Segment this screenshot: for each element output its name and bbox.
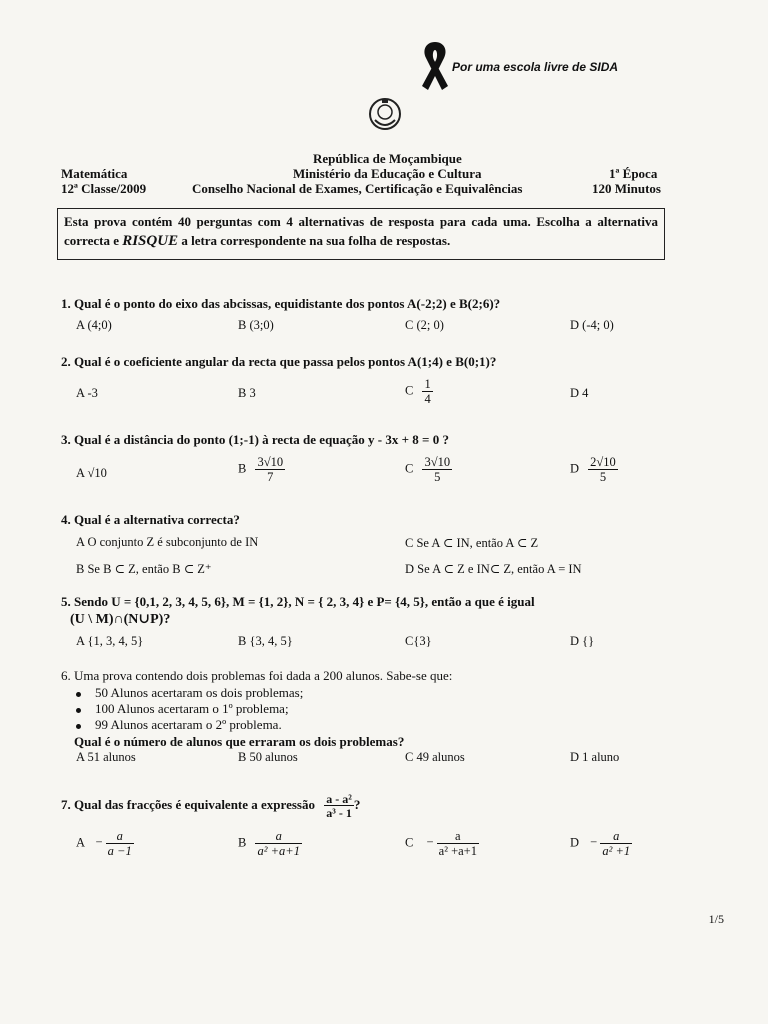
instructions-box [57, 208, 665, 260]
q4-option-a: A O conjunto Z é subconjunto de IN [76, 535, 259, 549]
council-title: Conselho Nacional de Exames, Certificação e Equivalências [192, 181, 523, 196]
q2-option-c-fraction [422, 378, 432, 405]
q4-option-d: D Se A ⊂ Z e IN⊂ Z, então A = IN [405, 562, 582, 576]
q3-d-denominator: 5 [588, 469, 618, 484]
bullet-icon [76, 692, 81, 697]
q6-bullet-3 [76, 717, 282, 733]
q1-option-d: D (-4; 0) [570, 318, 614, 332]
q7-d-denominator: a² +1 [602, 843, 631, 858]
subject-label: Matemática [61, 166, 128, 181]
q7-option-d [570, 830, 632, 857]
q4-option-c: C Se A ⊂ IN, então A ⊂ Z [405, 536, 539, 550]
q3-b-numerator: 3√10 [257, 455, 284, 469]
question-5-text [61, 594, 535, 610]
bullet-icon [76, 708, 81, 713]
q1-option-a: A (4;0) [76, 318, 112, 332]
q7-option-a-label: A [76, 835, 85, 850]
question-2-text: 2. Qual é o coeficiente angular da recta que passa pelos pontos A(1;4) e B(0;1)? [61, 354, 497, 369]
question-6-question: Qual é o número de alunos que erraram os dois problemas? [74, 734, 405, 749]
instructions-part1: Esta prova contém 40 perguntas com 4 alternativas de resposta para cada uma. Escolha a alternativa correcta e [64, 214, 658, 248]
question-5-line1: 5. Sendo U = {0,1, 2, 3, 4, 5, 6}, M = {1, 2}, N = { 2, 3, 4} e P= {4, 5}, então a que é igual [61, 594, 535, 609]
q7-b-numerator: a [275, 829, 282, 843]
question-5-expression: (U \ M)∩(N∪P)? [70, 612, 171, 627]
question-3-text: 3. Qual é a distância do ponto (1;-1) à recta de equação y - 3x + 8 = 0 ? [61, 432, 449, 447]
q7-option-d-fraction [600, 830, 632, 857]
q4-option-b: B Se B ⊂ Z, então B ⊂ Z⁺ [76, 562, 212, 576]
q7-expression-fraction [324, 793, 354, 819]
epoch-label: 1ª Época [609, 166, 658, 181]
q5-option-a: A {1, 3, 4, 5} [76, 634, 144, 648]
republic-title: República de Moçambique [313, 151, 462, 166]
q3-option-b-label: B [238, 461, 247, 476]
q2-c-denominator: 4 [424, 391, 431, 406]
q6-option-b: B 50 alunos [238, 750, 298, 764]
q3-d-numerator: 2√10 [590, 455, 616, 469]
q3-option-b [238, 456, 285, 483]
class-year-label: 12ª Classe/2009 [61, 181, 147, 196]
q2-option-c [405, 378, 433, 405]
q7-c-denominator: a² +a+1 [438, 843, 477, 858]
q7-option-b [238, 830, 302, 857]
q3-option-d-label: D [570, 461, 580, 476]
question-4-text: 4. Qual é a alternativa correcta? [61, 512, 240, 527]
q2-option-d: D 4 [570, 386, 589, 400]
q7-expr-numerator: a - a² [326, 792, 352, 806]
duration-label: 120 Minutos [592, 181, 661, 196]
q1-option-b: B (3;0) [238, 318, 274, 332]
q3-option-d [570, 456, 618, 483]
page-number: 1/5 [708, 912, 724, 926]
q3-option-d-fraction [588, 456, 618, 483]
ministry-title: Ministério da Educação e Cultura [293, 166, 482, 181]
q6-bullet-1 [76, 685, 303, 701]
q6-bullet-2-text: 100 Alunos acertaram o 1º problema; [95, 701, 289, 716]
q3-option-b-fraction [255, 456, 285, 483]
q3-option-c-label: C [405, 461, 414, 476]
q7-a-sign: − [95, 835, 103, 850]
q7-option-c-fraction [437, 830, 479, 857]
q7-option-a-fraction [106, 830, 134, 857]
q3-b-denominator: 7 [255, 469, 285, 484]
q7-expr-denominator: a³ - 1 [326, 806, 352, 820]
slogan: Por uma escola livre de SIDA [452, 60, 619, 74]
q2-option-c-label: C [405, 383, 414, 398]
q7-option-a [76, 830, 134, 857]
q2-option-b: B 3 [238, 386, 256, 400]
q6-option-c: C 49 alunos [405, 750, 465, 764]
bullet-icon [76, 724, 81, 729]
national-emblem-icon [367, 96, 403, 132]
q5-option-d: D {} [570, 634, 595, 648]
q3-option-c [405, 456, 452, 483]
q2-c-numerator: 1 [424, 377, 431, 391]
q6-bullet-3-text: 99 Alunos acertaram o 2º problema. [95, 717, 282, 732]
q6-option-a: A 51 alunos [76, 750, 136, 764]
q2-option-a: A -3 [76, 386, 98, 400]
q7-option-c [405, 830, 479, 857]
q1-option-c: C (2; 0) [405, 318, 444, 332]
q3-option-c-fraction [422, 456, 452, 483]
q3-c-denominator: 5 [422, 469, 452, 484]
q6-option-d: D 1 aluno [570, 750, 620, 764]
question-7-line: 7. Qual das fracções é equivalente a expressão [61, 796, 315, 812]
q7-option-b-fraction [255, 830, 302, 857]
q7-a-denominator: a −1 [107, 843, 132, 858]
q7-c-sign: − [426, 835, 434, 850]
q7-option-c-label: C [405, 835, 414, 850]
question-6-text: 6. Uma prova contendo dois problemas foi dada a 200 alunos. Sabe-se que: [61, 668, 453, 683]
instructions-text [64, 212, 658, 251]
q3-option-a: A √10 [76, 466, 107, 480]
q7-b-denominator: a² +a+1 [257, 843, 300, 858]
q5-option-c: C{3} [405, 634, 432, 648]
q7-d-sign: − [590, 835, 598, 850]
question-7-text [61, 793, 360, 819]
q7-c-numerator: a [455, 829, 461, 843]
q7-a-numerator: a [116, 829, 123, 843]
instructions-emphasis: RISQUE [122, 233, 179, 249]
q6-bullet-2 [76, 701, 289, 717]
q3-c-numerator: 3√10 [424, 455, 451, 469]
q7-option-b-label: B [238, 835, 247, 850]
q7-d-numerator: a [613, 829, 620, 843]
q7-option-d-label: D [570, 835, 580, 850]
q6-bullet-1-text: 50 Alunos acertaram os dois problemas; [95, 685, 304, 700]
q5-option-b: B {3, 4, 5} [238, 634, 293, 648]
q7-question-mark: ? [353, 796, 361, 812]
instructions-part2: a letra correspondente na sua folha de respostas. [178, 233, 451, 248]
question-1-text: 1. Qual é o ponto do eixo das abcissas, equidistante dos pontos A(-2;2) e B(2;6)? [61, 296, 501, 311]
